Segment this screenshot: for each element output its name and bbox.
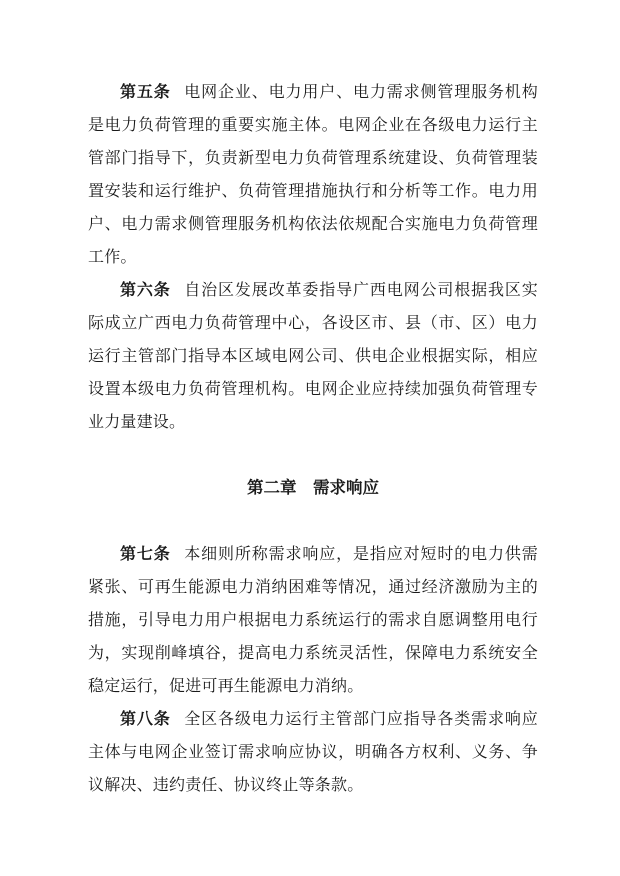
article-8 bbox=[88, 703, 538, 802]
article-8-number: 第八条 bbox=[120, 711, 171, 728]
article-7 bbox=[88, 538, 538, 703]
article-6-number: 第六条 bbox=[120, 282, 171, 299]
article-7-number: 第七条 bbox=[120, 546, 171, 563]
chapter-heading: 第二章 需求响应 bbox=[247, 479, 379, 497]
article-6 bbox=[88, 274, 538, 439]
article-7-text: 本细则所称需求响应，是指应对短时的电力供需紧张、可再生能源电力消纳困难等情况，通过经济激励为主的措施，引导电力用户根据电力系统运行的需求自愿调整用电行为，实现削峰填谷，提高电力系统灵活性，保障电力系统安全稳定运行，促进可再生能源电力消纳。 bbox=[88, 546, 538, 695]
article-6-text: 自治区发展改革委指导广西电网公司根据我区实际成立广西电力负荷管理中心，各设区市、县（市、区）电力运行主管部门指导本区域电网公司、供电企业根据实际，相应设置本级电力负荷管理机构。电网企业应持续加强负荷管理专业力量建设。 bbox=[88, 282, 538, 431]
article-8-text: 全区各级电力运行主管部门应指导各类需求响应主体与电网企业签订需求响应协议，明确各方权利、义务、争议解决、违约责任、协议终止等条款。 bbox=[88, 711, 538, 794]
article-5-number: 第五条 bbox=[120, 84, 171, 101]
article-5-text: 电网企业、电力用户、电力需求侧管理服务机构是电力负荷管理的重要实施主体。电网企业在各级电力运行主管部门指导下，负责新型电力负荷管理系统建设、负荷管理装置安装和运行维护、负荷管理措施执行和分析等工作。电力用户、电力需求侧管理服务机构依法依规配合实施电力负荷管理工作。 bbox=[88, 84, 538, 266]
article-5 bbox=[88, 76, 538, 274]
